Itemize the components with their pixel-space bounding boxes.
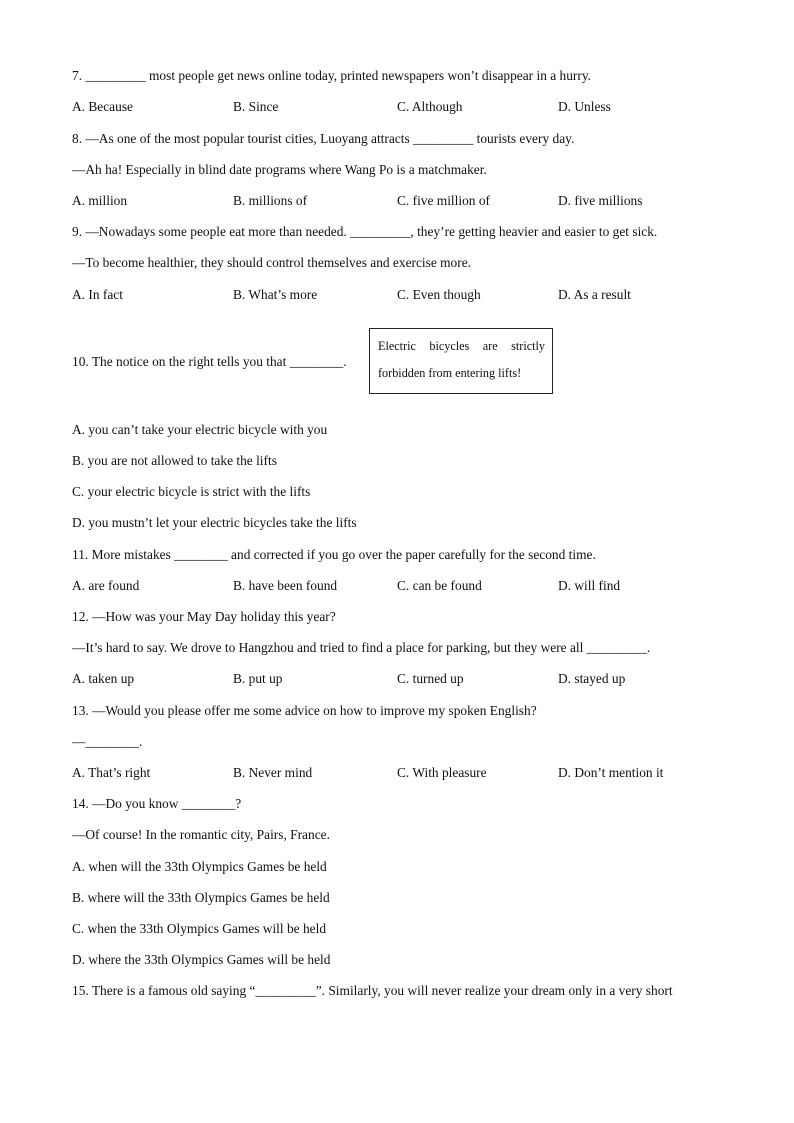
q7-option-b: B. Since	[233, 99, 279, 114]
q13-reply: —________.	[72, 734, 143, 749]
q9-option-a: A. In fact	[72, 287, 123, 302]
q8-option-d: D. five millions	[558, 193, 643, 208]
q15-stem: 15. There is a famous old saying “_________”. Similarly, you will never realize your dream only in a very short	[72, 983, 673, 998]
q9-reply: —To become healthier, they should control themselves and exercise more.	[72, 255, 471, 270]
q11-option-d: D. will find	[558, 578, 621, 593]
q9-option-d: D. As a result	[558, 287, 631, 302]
q13-option-c: C. With pleasure	[397, 765, 487, 780]
notice-word: strictly	[511, 339, 545, 353]
q13-option-a: A. That’s right	[72, 765, 151, 780]
q10-stem: 10. The notice on the right tells you that ________.	[72, 354, 347, 369]
q12-option-a: A. taken up	[72, 671, 135, 686]
q11-option-c: C. can be found	[397, 578, 482, 593]
q7-stem: 7. _________ most people get news online today, printed newspapers won’t disappear in a hurry.	[72, 68, 592, 83]
q10-option-d: D. you mustn’t let your electric bicycles take the lifts	[72, 515, 357, 530]
q14-option-a: A. when will the 33th Olympics Games be held	[72, 859, 327, 874]
q9-option-c: C. Even though	[397, 287, 481, 302]
notice-word: are	[482, 339, 498, 353]
q14-reply: —Of course! In the romantic city, Pairs, France.	[72, 827, 330, 842]
q7-option-c: C. Although	[397, 99, 463, 114]
q13-stem: 13. —Would you please offer me some advice on how to improve my spoken English?	[72, 703, 537, 718]
q11-option-b: B. have been found	[233, 578, 338, 593]
q10-option-a: A. you can’t take your electric bicycle with you	[72, 422, 328, 437]
q14-option-d: D. where the 33th Olympics Games will be held	[72, 952, 331, 967]
q8-option-b: B. millions of	[233, 193, 308, 208]
q13-option-b: B. Never mind	[233, 765, 313, 780]
q7-option-d: D. Unless	[558, 99, 611, 114]
q8-option-c: C. five million of	[397, 193, 490, 208]
notice-box	[369, 328, 553, 394]
q12-option-d: D. stayed up	[558, 671, 626, 686]
q14-option-b: B. where will the 33th Olympics Games be held	[72, 890, 330, 905]
q14-stem: 14. —Do you know ________?	[72, 796, 242, 811]
notice-line-1	[378, 333, 545, 360]
q9-stem: 9. —Nowadays some people eat more than needed. _________, they’re getting heavier and easier to get sick.	[72, 224, 658, 239]
q14-option-c: C. when the 33th Olympics Games will be held	[72, 921, 327, 936]
q12-stem: 12. —How was your May Day holiday this year?	[72, 609, 336, 624]
q9-option-b: B. What’s more	[233, 287, 318, 302]
q13-option-d: D. Don’t mention it	[558, 765, 664, 780]
q12-option-c: C. turned up	[397, 671, 464, 686]
notice-word: Electric	[378, 339, 416, 353]
q11-stem: 11. More mistakes ________ and corrected if you go over the paper carefully for the second time.	[72, 547, 596, 562]
q10-option-b: B. you are not allowed to take the lifts	[72, 453, 277, 468]
q7-option-a: A. Because	[72, 99, 133, 114]
q8-option-a: A. million	[72, 193, 128, 208]
q12-reply: —It’s hard to say. We drove to Hangzhou and tried to find a place for parking, but they were all _________.	[72, 640, 651, 655]
q10-option-c: C. your electric bicycle is strict with the lifts	[72, 484, 311, 499]
notice-word: bicycles	[429, 339, 470, 353]
notice-line-2: forbidden from entering lifts!	[378, 366, 522, 380]
q11-option-a: A. are found	[72, 578, 140, 593]
q12-option-b: B. put up	[233, 671, 283, 686]
q8-reply: —Ah ha! Especially in blind date programs where Wang Po is a matchmaker.	[72, 162, 487, 177]
q8-stem: 8. —As one of the most popular tourist cities, Luoyang attracts _________ tourists every day.	[72, 131, 575, 146]
